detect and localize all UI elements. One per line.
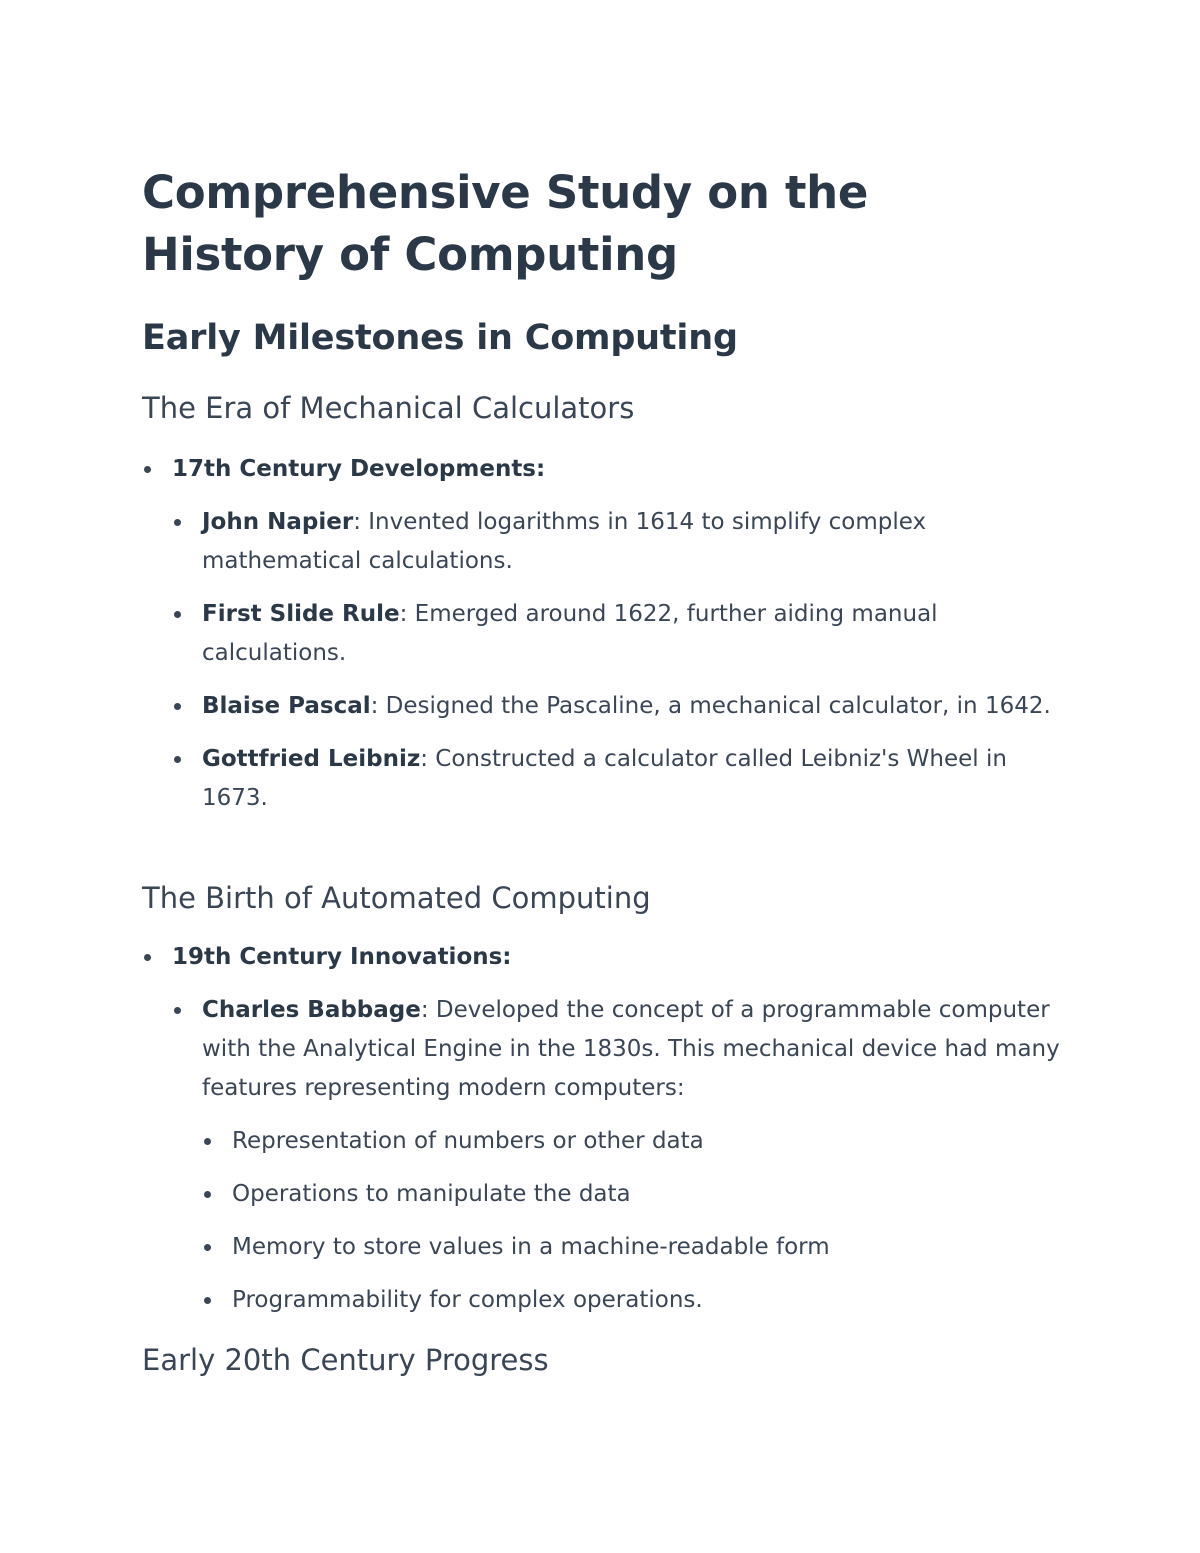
item-term: Charles Babbage [202, 997, 421, 1023]
item-text: : Developed the concept of a programmable computer with the Analytical Engine in the 1830s. This mechanical device had many features representing modern computers: [202, 997, 1060, 1101]
item-term: Gottfried Leibniz [202, 746, 421, 772]
item-text: : Invented logarithms in 1614 to simplify complex mathematical calculations. [202, 509, 927, 574]
item-text: : Designed the Pascaline, a mechanical calculator, in 1642. [370, 693, 1051, 719]
bullet-icon [174, 703, 181, 710]
section-heading: Early Milestones in Computing [142, 318, 738, 358]
bullet-icon [144, 466, 151, 473]
list-item [172, 503, 1062, 581]
group-label: 17th Century Developments: [172, 456, 546, 482]
list-item [172, 740, 1062, 818]
list-17th-century [142, 450, 1062, 832]
bullet-icon [144, 954, 151, 961]
feature-text: Operations to manipulate the data [232, 1181, 631, 1207]
list-item [172, 687, 1062, 726]
item-term: First Slide Rule [202, 601, 400, 627]
feature-text: Representation of numbers or other data [232, 1128, 704, 1154]
bullet-icon [204, 1191, 211, 1198]
bullet-icon [174, 611, 181, 618]
item-text: : Emerged around 1622, further aiding manual calculations. [202, 601, 938, 666]
item-term: Blaise Pascal [202, 693, 371, 719]
list-item [202, 1122, 1062, 1161]
bullet-icon [174, 1007, 181, 1014]
bullet-icon [204, 1138, 211, 1145]
feature-text: Programmability for complex operations. [232, 1287, 703, 1313]
list-item [142, 938, 1062, 1320]
feature-list [202, 1122, 1062, 1320]
list-item [202, 1228, 1062, 1267]
item-text: : Constructed a calculator called Leibniz's Wheel in 1673. [202, 746, 1007, 811]
subsection-heading-20th-century: Early 20th Century Progress [142, 1343, 549, 1377]
subsection-heading-automated-computing: The Birth of Automated Computing [142, 881, 651, 915]
item-term: John Napier [202, 509, 354, 535]
bullet-icon [204, 1297, 211, 1304]
list-item [172, 595, 1062, 673]
list-item [172, 991, 1062, 1320]
document-title: Comprehensive Study on the History of Computing [142, 166, 869, 281]
group-label: 19th Century Innovations: [172, 944, 512, 970]
list-item [202, 1281, 1062, 1320]
list-19th-century [142, 938, 1062, 1334]
bullet-icon [204, 1244, 211, 1251]
subsection-heading-mechanical-calculators: The Era of Mechanical Calculators [142, 391, 635, 425]
list-item [142, 450, 1062, 818]
feature-text: Memory to store values in a machine-readable form [232, 1234, 830, 1260]
sublist [172, 991, 1062, 1320]
sublist [172, 503, 1062, 818]
bullet-icon [174, 756, 181, 763]
bullet-icon [174, 519, 181, 526]
list-item [202, 1175, 1062, 1214]
